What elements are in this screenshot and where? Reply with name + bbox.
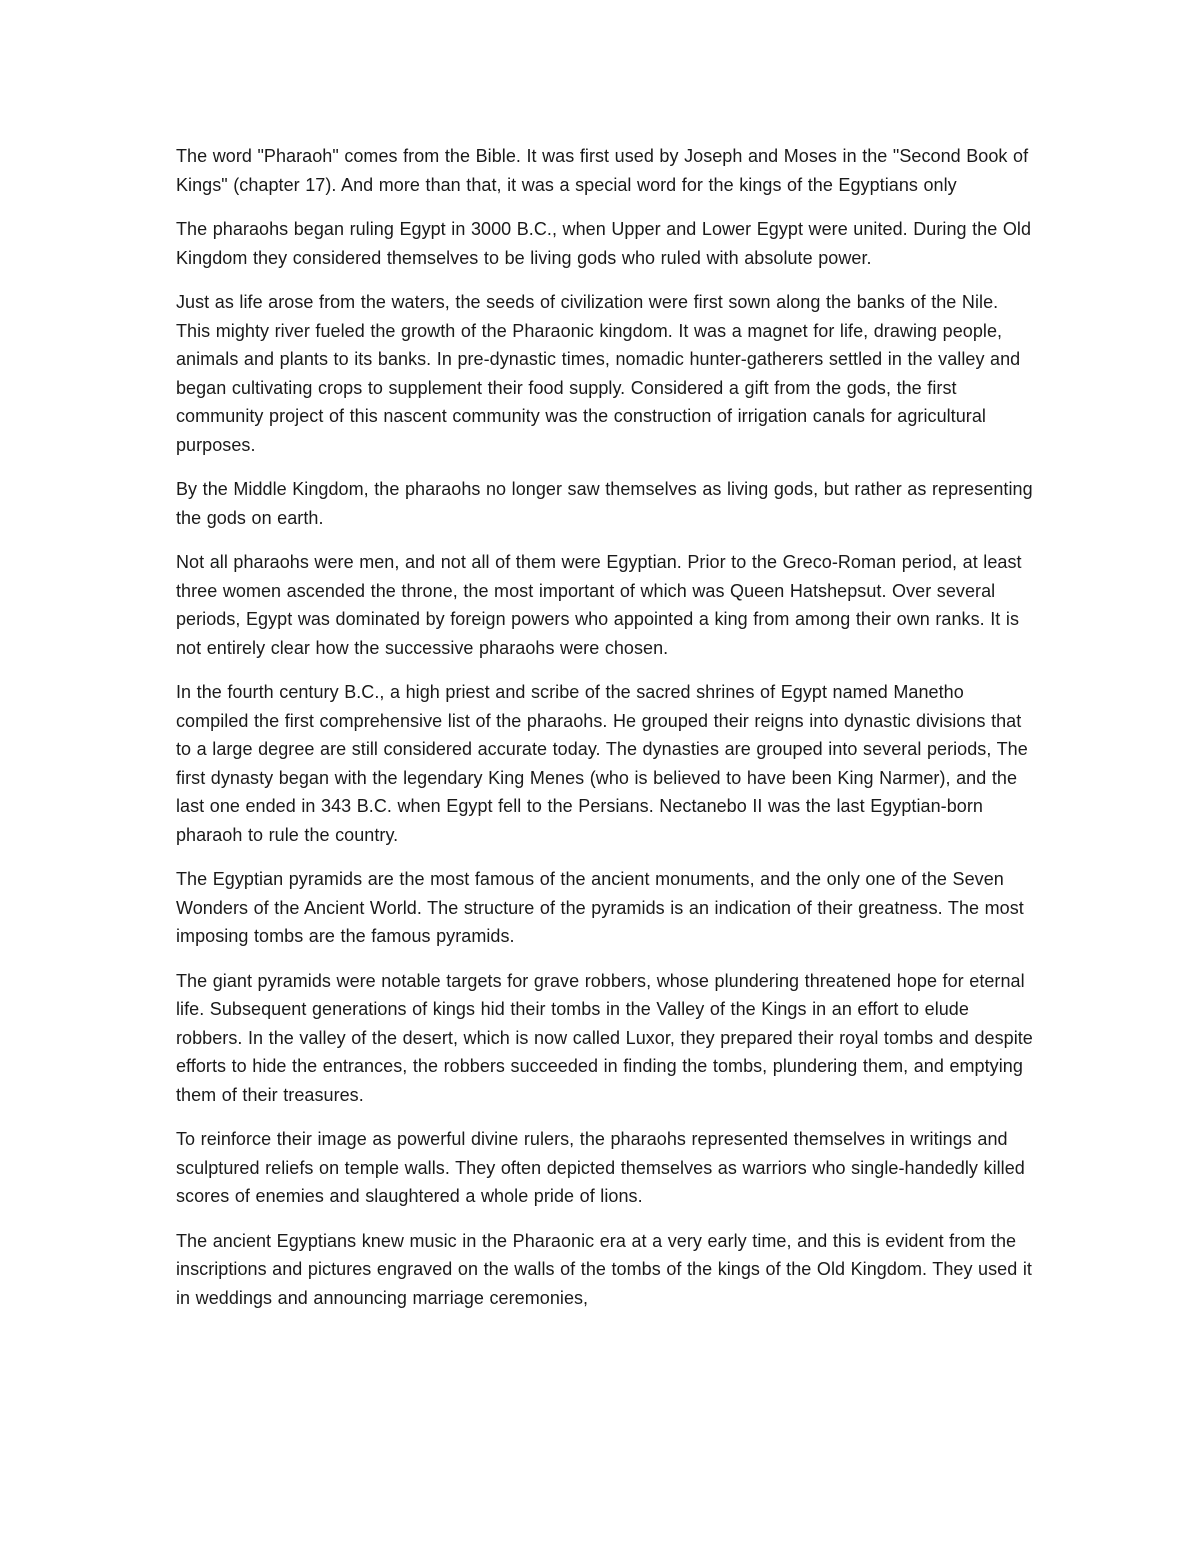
paragraph-divine-rulers: To reinforce their image as powerful divine rulers, the pharaohs represented themselves in writings and sculptured reliefs on temple walls. They often depicted themselves as warriors who single-handedly killed scores of enemies and slaughtered a whole pride of lions.: [176, 1129, 1025, 1206]
paragraph-old-kingdom: The pharaohs began ruling Egypt in 3000 B.C., when Upper and Lower Egypt were united. During the Old Kingdom they considered themselves to be living gods who ruled with absolute power.: [176, 219, 1032, 268]
paragraph-pyramids: The Egyptian pyramids are the most famous of the ancient monuments, and the only one of the Seven Wonders of the Ancient World. The structure of the pyramids is an indication of their greatness. The most imposing tombs are the famous pyramids.: [176, 869, 1024, 946]
paragraph-middle-kingdom: By the Middle Kingdom, the pharaohs no longer saw themselves as living gods, but rather as representing the gods on earth.: [176, 479, 1033, 528]
paragraph-manetho-dynasties: In the fourth century B.C., a high priest and scribe of the sacred shrines of Egypt named Manetho compiled the first comprehensive list of the pharaohs. He grouped their reigns into dynastic divisions that to a large degree are still considered accurate today. The dynasties are grouped into several periods, The first dynasty began with the legendary King Menes (who is believed to have been King Narmer), and the last one ended in 343 B.C. when Egypt fell to the Persians. Nectanebo II was the last Egyptian-born pharaoh to rule the country.: [176, 682, 1028, 845]
paragraph-female-pharaohs: Not all pharaohs were men, and not all of them were Egyptian. Prior to the Greco-Roman period, at least three women ascended the throne, the most important of which was Queen Hatshepsut. Over several periods, Egypt was dominated by foreign powers who appointed a king from among their own ranks. It is not entirely clear how the successive pharaohs were chosen.: [176, 552, 1022, 658]
paragraph-grave-robbers: The giant pyramids were notable targets for grave robbers, whose plundering threatened hope for eternal life. Subsequent generations of kings hid their tombs in the Valley of the Kings in an effort to elude robbers. In the valley of the desert, which is now called Luxor, they prepared their royal tombs and despite efforts to hide the entrances, the robbers succeeded in finding the tombs, plundering them, and emptying them of their treasures.: [176, 970, 1033, 1105]
paragraph-origin-of-word: The word "Pharaoh" comes from the Bible. It was first used by Joseph and Moses in the "Second Book of Kings" (chapter 17). And more than that, it was a special word for the kings of the Egyptians only: [176, 146, 1029, 195]
paragraph-nile-civilization: Just as life arose from the waters, the seeds of civilization were first sown along the banks of the Nile. This mighty river fueled the growth of the Pharaonic kingdom. It was a magnet for life, drawing people, animals and plants to its banks. In pre-dynastic times, nomadic hunter-gatherers settled in the valley and began cultivating crops to supplement their food supply. Considered a gift from the gods, the first community project of this nascent community was the construction of irrigation canals for agricultural purposes.: [176, 292, 1021, 455]
paragraph-music: The ancient Egyptians knew music in the Pharaonic era at a very early time, and this is evident from the inscriptions and pictures engraved on the walls of the tombs of the kings of the Old Kingdom. They used it in weddings and announcing marriage ceremonies,: [176, 1230, 1032, 1308]
document-body: [176, 142, 1034, 1328]
